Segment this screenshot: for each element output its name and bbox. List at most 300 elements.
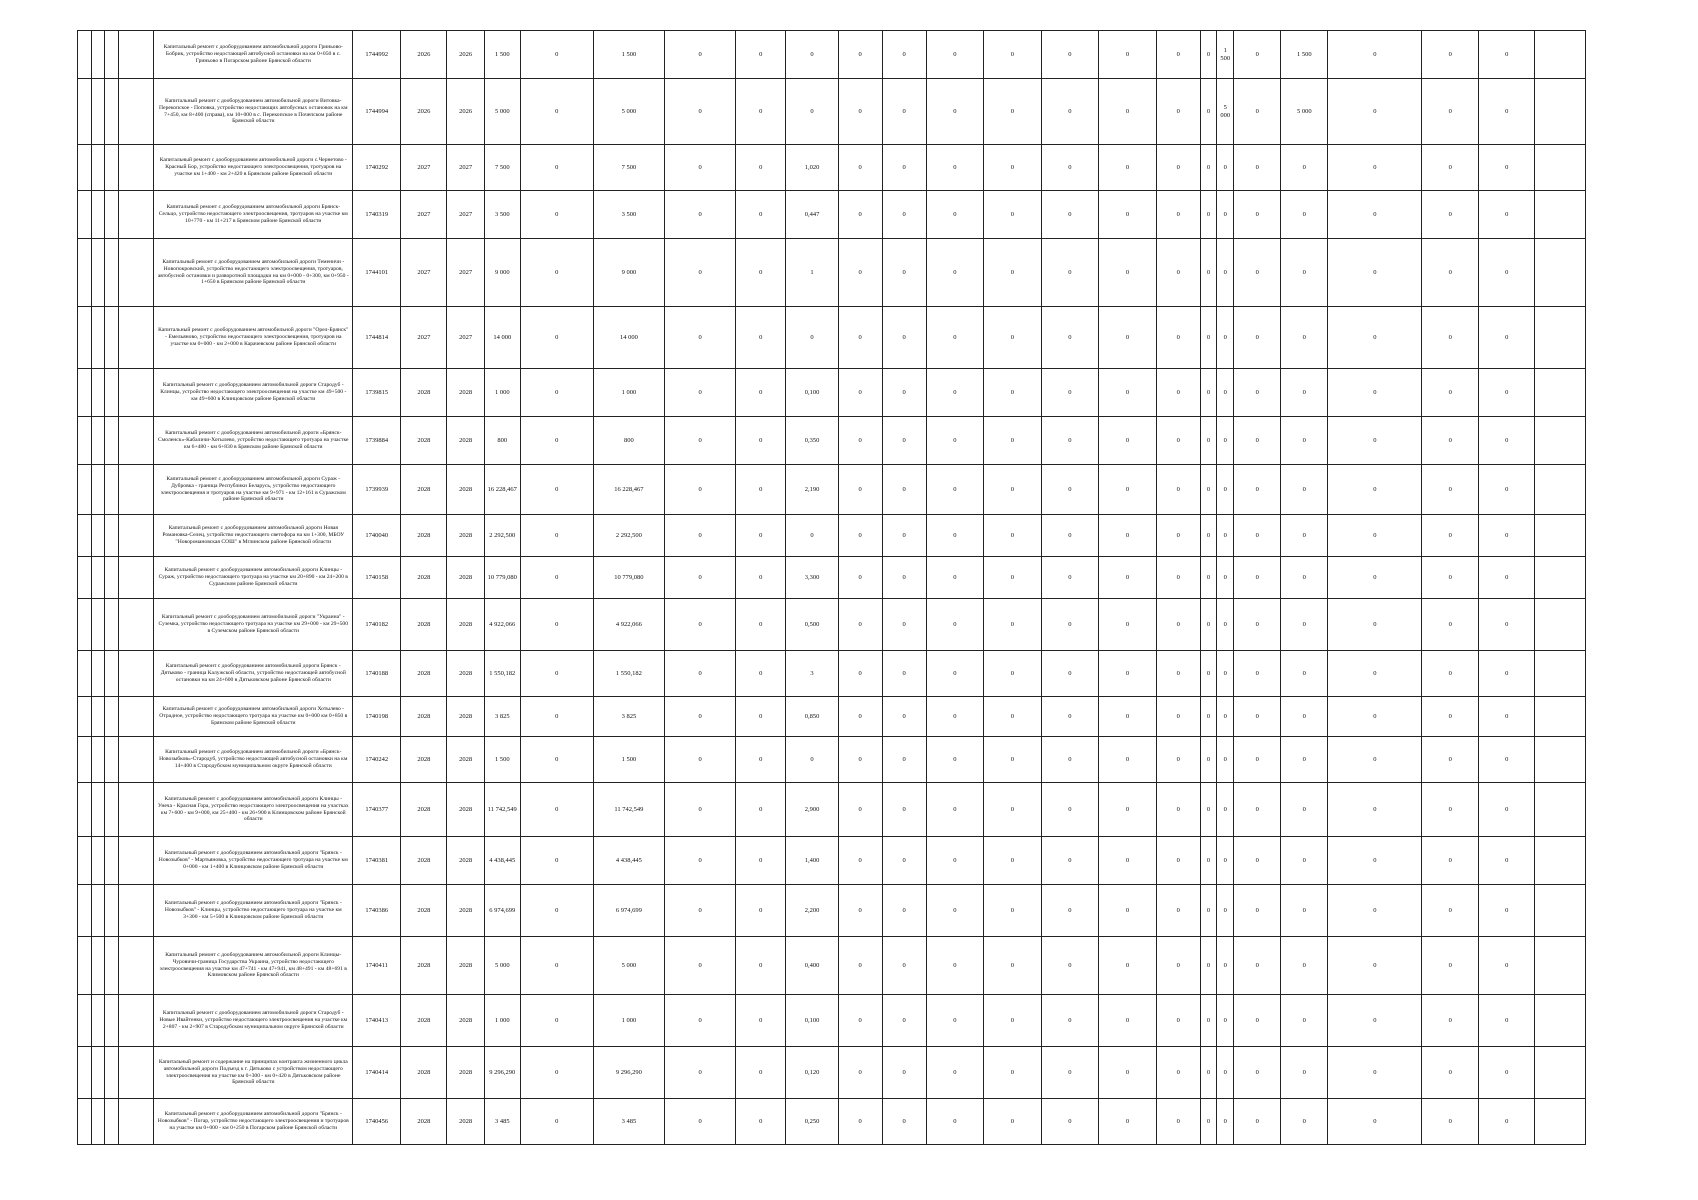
value-cell-6: 0,120 xyxy=(786,1047,838,1099)
value-cell-13: 0 xyxy=(1156,31,1200,79)
value-cell-18: 0 xyxy=(1328,937,1422,995)
value-cell-12: 0 xyxy=(1099,417,1157,465)
value-cell-20: 0 xyxy=(1478,995,1535,1047)
value-cell-19: 0 xyxy=(1422,515,1479,557)
value-cell-15: 0 xyxy=(1217,937,1234,995)
blank-cell xyxy=(1535,599,1585,651)
value-cell-6: 1 xyxy=(786,239,838,307)
blank-cell xyxy=(1535,937,1585,995)
value-cell-9: 0 xyxy=(926,1099,984,1145)
value-cell-17: 0 xyxy=(1281,239,1328,307)
blank-cell xyxy=(118,239,154,307)
blank-cell xyxy=(1535,995,1585,1047)
value-cell-2: 0 xyxy=(520,79,593,145)
value-cell-3: 9 296,290 xyxy=(593,1047,664,1099)
value-cell-7: 0 xyxy=(838,417,882,465)
table-row xyxy=(78,651,1631,697)
blank-cell xyxy=(118,697,154,737)
value-cell-8: 0 xyxy=(882,599,926,651)
blank-cell xyxy=(78,465,92,515)
object-code: 1744992 xyxy=(353,31,401,79)
value-cell-16: 0 xyxy=(1234,783,1281,837)
blank-cell xyxy=(105,239,119,307)
value-cell-4: 0 xyxy=(665,239,736,307)
value-cell-4: 0 xyxy=(665,79,736,145)
value-cell-8: 0 xyxy=(882,417,926,465)
value-cell-13: 0 xyxy=(1156,937,1200,995)
object-code: 1740158 xyxy=(353,557,401,599)
value-cell-19: 0 xyxy=(1422,307,1479,369)
value-cell-13: 0 xyxy=(1156,995,1200,1047)
value-cell-17: 0 xyxy=(1281,651,1328,697)
value-cell-6: 3 xyxy=(786,651,838,697)
blank-cell xyxy=(105,417,119,465)
value-cell-6: 0,350 xyxy=(786,417,838,465)
value-cell-15: 0 xyxy=(1217,885,1234,937)
value-cell-14: 0 xyxy=(1200,697,1217,737)
value-cell-10: 0 xyxy=(984,995,1042,1047)
value-cell-8: 0 xyxy=(882,369,926,417)
value-cell-1: 3 825 xyxy=(485,697,521,737)
value-cell-20: 0 xyxy=(1478,307,1535,369)
value-cell-2: 0 xyxy=(520,651,593,697)
value-cell-2: 0 xyxy=(520,417,593,465)
value-cell-2: 0 xyxy=(520,515,593,557)
value-cell-3: 7 500 xyxy=(593,145,664,191)
end-year: 2028 xyxy=(447,885,485,937)
value-cell-13: 0 xyxy=(1156,417,1200,465)
object-code: 1740386 xyxy=(353,885,401,937)
object-description: Капитальный ремонт с дооборудованием автомобильной дороги Стародуб - Клинцы, устройство недостающего электроосвещения на участке км 49+500 - км 49+600 в Клинцовском районе Брянской области xyxy=(154,369,353,417)
value-cell-19: 0 xyxy=(1422,417,1479,465)
value-cell-14: 0 xyxy=(1200,79,1217,145)
value-cell-10: 0 xyxy=(984,937,1042,995)
value-cell-7: 0 xyxy=(838,145,882,191)
value-cell-6: 0 xyxy=(786,79,838,145)
value-cell-16: 0 xyxy=(1234,31,1281,79)
value-cell-4: 0 xyxy=(665,145,736,191)
blank-cell xyxy=(91,783,105,837)
value-cell-5: 0 xyxy=(736,369,786,417)
table-row xyxy=(78,239,1631,307)
value-cell-6: 0,850 xyxy=(786,697,838,737)
value-cell-12: 0 xyxy=(1099,837,1157,885)
blank-cell xyxy=(91,1047,105,1099)
table-row xyxy=(78,307,1631,369)
value-cell-7: 0 xyxy=(838,31,882,79)
value-cell-5: 0 xyxy=(736,191,786,239)
value-cell-16: 0 xyxy=(1234,557,1281,599)
value-cell-18: 0 xyxy=(1328,417,1422,465)
blank-cell xyxy=(118,599,154,651)
start-year: 2028 xyxy=(401,697,447,737)
value-cell-5: 0 xyxy=(736,1047,786,1099)
value-cell-8: 0 xyxy=(882,937,926,995)
value-cell-2: 0 xyxy=(520,307,593,369)
value-cell-12: 0 xyxy=(1099,145,1157,191)
value-cell-1: 1 000 xyxy=(485,995,521,1047)
value-cell-20: 0 xyxy=(1478,783,1535,837)
blank-cell xyxy=(1535,417,1585,465)
value-cell-13: 0 xyxy=(1156,557,1200,599)
value-cell-8: 0 xyxy=(882,885,926,937)
value-cell-1: 2 292,500 xyxy=(485,515,521,557)
value-cell-7: 0 xyxy=(838,465,882,515)
value-cell-17: 0 xyxy=(1281,837,1328,885)
blank-cell xyxy=(78,1047,92,1099)
blank-cell xyxy=(78,557,92,599)
value-cell-19: 0 xyxy=(1422,885,1479,937)
value-cell-4: 0 xyxy=(665,31,736,79)
value-cell-5: 0 xyxy=(736,145,786,191)
value-cell-10: 0 xyxy=(984,697,1042,737)
value-cell-11: 0 xyxy=(1041,145,1099,191)
value-cell-10: 0 xyxy=(984,145,1042,191)
value-cell-17: 1 500 xyxy=(1281,31,1328,79)
value-cell-9: 0 xyxy=(926,145,984,191)
value-cell-9: 0 xyxy=(926,599,984,651)
end-year: 2028 xyxy=(447,557,485,599)
value-cell-2: 0 xyxy=(520,145,593,191)
value-cell-5: 0 xyxy=(736,417,786,465)
value-cell-6: 0 xyxy=(786,515,838,557)
value-cell-2: 0 xyxy=(520,783,593,837)
value-cell-7: 0 xyxy=(838,307,882,369)
value-cell-15: 0 xyxy=(1217,737,1234,783)
value-cell-10: 0 xyxy=(984,191,1042,239)
value-cell-10: 0 xyxy=(984,885,1042,937)
value-cell-8: 0 xyxy=(882,515,926,557)
start-year: 2028 xyxy=(401,1099,447,1145)
table-body xyxy=(78,31,1631,1145)
value-cell-7: 0 xyxy=(838,737,882,783)
start-year: 2026 xyxy=(401,31,447,79)
value-cell-11: 0 xyxy=(1041,239,1099,307)
value-cell-20: 0 xyxy=(1478,31,1535,79)
blank-cell xyxy=(78,651,92,697)
value-cell-1: 800 xyxy=(485,417,521,465)
value-cell-16: 0 xyxy=(1234,737,1281,783)
value-cell-18: 0 xyxy=(1328,697,1422,737)
blank-cell xyxy=(78,937,92,995)
value-cell-11: 0 xyxy=(1041,465,1099,515)
table-row xyxy=(78,369,1631,417)
value-cell-13: 0 xyxy=(1156,79,1200,145)
value-cell-16: 0 xyxy=(1234,995,1281,1047)
blank-cell xyxy=(118,307,154,369)
value-cell-20: 0 xyxy=(1478,651,1535,697)
value-cell-7: 0 xyxy=(838,995,882,1047)
value-cell-2: 0 xyxy=(520,937,593,995)
value-cell-18: 0 xyxy=(1328,837,1422,885)
blank-cell xyxy=(118,651,154,697)
value-cell-1: 9 296,290 xyxy=(485,1047,521,1099)
value-cell-4: 0 xyxy=(665,995,736,1047)
value-cell-11: 0 xyxy=(1041,515,1099,557)
value-cell-20: 0 xyxy=(1478,1099,1535,1145)
value-cell-6: 0,500 xyxy=(786,599,838,651)
value-cell-1: 6 974,699 xyxy=(485,885,521,937)
value-cell-4: 0 xyxy=(665,1099,736,1145)
table-row xyxy=(78,145,1631,191)
start-year: 2028 xyxy=(401,783,447,837)
blank-cell xyxy=(105,737,119,783)
value-cell-19: 0 xyxy=(1422,837,1479,885)
value-cell-15: 0 xyxy=(1217,1099,1234,1145)
value-cell-7: 0 xyxy=(838,369,882,417)
value-cell-1: 11 742,549 xyxy=(485,783,521,837)
value-cell-19: 0 xyxy=(1422,465,1479,515)
value-cell-12: 0 xyxy=(1099,737,1157,783)
blank-cell xyxy=(91,79,105,145)
value-cell-4: 0 xyxy=(665,307,736,369)
value-cell-19: 0 xyxy=(1422,191,1479,239)
value-cell-13: 0 xyxy=(1156,1047,1200,1099)
value-cell-14: 0 xyxy=(1200,783,1217,837)
value-cell-13: 0 xyxy=(1156,191,1200,239)
end-year: 2028 xyxy=(447,599,485,651)
value-cell-8: 0 xyxy=(882,737,926,783)
end-year: 2028 xyxy=(447,1047,485,1099)
table-row xyxy=(78,1099,1631,1145)
blank-cell xyxy=(78,1099,92,1145)
value-cell-17: 0 xyxy=(1281,307,1328,369)
value-cell-15: 0 xyxy=(1217,369,1234,417)
value-cell-18: 0 xyxy=(1328,995,1422,1047)
value-cell-15: 0 xyxy=(1217,417,1234,465)
value-cell-11: 0 xyxy=(1041,737,1099,783)
start-year: 2028 xyxy=(401,937,447,995)
value-cell-3: 11 742,549 xyxy=(593,783,664,837)
object-code: 1739815 xyxy=(353,369,401,417)
value-cell-13: 0 xyxy=(1156,783,1200,837)
value-cell-20: 0 xyxy=(1478,885,1535,937)
value-cell-15: 5 000 xyxy=(1217,79,1234,145)
blank-cell xyxy=(105,697,119,737)
value-cell-16: 0 xyxy=(1234,79,1281,145)
blank-cell xyxy=(118,145,154,191)
blank-cell xyxy=(118,995,154,1047)
value-cell-6: 0,447 xyxy=(786,191,838,239)
end-year: 2028 xyxy=(447,937,485,995)
value-cell-18: 0 xyxy=(1328,599,1422,651)
value-cell-1: 10 779,080 xyxy=(485,557,521,599)
blank-cell xyxy=(1535,885,1585,937)
value-cell-19: 0 xyxy=(1422,599,1479,651)
document-sheet xyxy=(77,30,1631,1145)
blank-cell xyxy=(1535,239,1585,307)
value-cell-16: 0 xyxy=(1234,369,1281,417)
blank-cell xyxy=(118,557,154,599)
table-row xyxy=(78,885,1631,937)
blank-cell xyxy=(1535,369,1585,417)
object-code: 1740413 xyxy=(353,995,401,1047)
blank-cell xyxy=(105,191,119,239)
value-cell-16: 0 xyxy=(1234,307,1281,369)
value-cell-7: 0 xyxy=(838,651,882,697)
value-cell-19: 0 xyxy=(1422,937,1479,995)
object-code: 1740242 xyxy=(353,737,401,783)
object-description: Капитальный ремонт с дооборудованием автомобильной дороги «Брянск-Новозыбков»-Стародуб, устройство недостающей автобусной остановки на км 14+400 в Стародубском муниципальном округе Брянской области xyxy=(154,737,353,783)
value-cell-2: 0 xyxy=(520,737,593,783)
value-cell-2: 0 xyxy=(520,697,593,737)
value-cell-18: 0 xyxy=(1328,783,1422,837)
value-cell-11: 0 xyxy=(1041,599,1099,651)
value-cell-9: 0 xyxy=(926,995,984,1047)
value-cell-15: 0 xyxy=(1217,191,1234,239)
value-cell-12: 0 xyxy=(1099,1099,1157,1145)
value-cell-6: 1,020 xyxy=(786,145,838,191)
value-cell-10: 0 xyxy=(984,783,1042,837)
value-cell-4: 0 xyxy=(665,369,736,417)
value-cell-7: 0 xyxy=(838,1047,882,1099)
blank-cell xyxy=(91,145,105,191)
blank-cell xyxy=(91,885,105,937)
start-year: 2028 xyxy=(401,995,447,1047)
blank-cell xyxy=(1535,651,1585,697)
blank-cell xyxy=(105,783,119,837)
value-cell-12: 0 xyxy=(1099,515,1157,557)
value-cell-19: 0 xyxy=(1422,557,1479,599)
value-cell-18: 0 xyxy=(1328,1099,1422,1145)
object-code: 1740414 xyxy=(353,1047,401,1099)
value-cell-16: 0 xyxy=(1234,239,1281,307)
value-cell-2: 0 xyxy=(520,1099,593,1145)
object-description: Капитальный ремонт с дооборудованием автомобильной дороги Гриньово-Бобрик, устройство недостающей автобусной остановки на км 0+050 в с. Гриньово в Погарском районе Брянской области xyxy=(154,31,353,79)
blank-cell xyxy=(105,599,119,651)
value-cell-15: 0 xyxy=(1217,783,1234,837)
table-row xyxy=(78,417,1631,465)
blank-cell xyxy=(118,515,154,557)
value-cell-9: 0 xyxy=(926,783,984,837)
value-cell-15: 0 xyxy=(1217,697,1234,737)
blank-cell xyxy=(1535,515,1585,557)
value-cell-6: 2,200 xyxy=(786,885,838,937)
value-cell-16: 0 xyxy=(1234,145,1281,191)
value-cell-19: 0 xyxy=(1422,369,1479,417)
value-cell-5: 0 xyxy=(736,737,786,783)
blank-cell xyxy=(1535,307,1585,369)
value-cell-1: 4 922,066 xyxy=(485,599,521,651)
blank-cell xyxy=(1535,837,1585,885)
value-cell-1: 5 000 xyxy=(485,937,521,995)
value-cell-11: 0 xyxy=(1041,697,1099,737)
blank-cell xyxy=(1535,465,1585,515)
blank-cell xyxy=(78,837,92,885)
start-year: 2028 xyxy=(401,369,447,417)
value-cell-9: 0 xyxy=(926,837,984,885)
value-cell-11: 0 xyxy=(1041,557,1099,599)
start-year: 2027 xyxy=(401,307,447,369)
value-cell-5: 0 xyxy=(736,937,786,995)
end-year: 2028 xyxy=(447,783,485,837)
value-cell-10: 0 xyxy=(984,239,1042,307)
value-cell-4: 0 xyxy=(665,1047,736,1099)
value-cell-17: 0 xyxy=(1281,885,1328,937)
value-cell-16: 0 xyxy=(1234,1099,1281,1145)
value-cell-14: 0 xyxy=(1200,239,1217,307)
value-cell-4: 0 xyxy=(665,651,736,697)
value-cell-4: 0 xyxy=(665,737,736,783)
start-year: 2028 xyxy=(401,885,447,937)
value-cell-3: 3 500 xyxy=(593,191,664,239)
blank-cell xyxy=(91,239,105,307)
value-cell-10: 0 xyxy=(984,1099,1042,1145)
value-cell-10: 0 xyxy=(984,737,1042,783)
blank-cell xyxy=(78,599,92,651)
start-year: 2028 xyxy=(401,737,447,783)
value-cell-3: 3 485 xyxy=(593,1099,664,1145)
value-cell-1: 1 000 xyxy=(485,369,521,417)
value-cell-20: 0 xyxy=(1478,599,1535,651)
value-cell-17: 0 xyxy=(1281,515,1328,557)
blank-cell xyxy=(91,31,105,79)
value-cell-3: 1 000 xyxy=(593,995,664,1047)
blank-cell xyxy=(118,369,154,417)
value-cell-6: 2,900 xyxy=(786,783,838,837)
value-cell-17: 0 xyxy=(1281,599,1328,651)
value-cell-15: 0 xyxy=(1217,307,1234,369)
blank-cell xyxy=(1535,145,1585,191)
blank-cell xyxy=(91,191,105,239)
value-cell-8: 0 xyxy=(882,837,926,885)
table-row xyxy=(78,837,1631,885)
value-cell-14: 0 xyxy=(1200,937,1217,995)
object-code: 1740319 xyxy=(353,191,401,239)
value-cell-3: 1 500 xyxy=(593,31,664,79)
value-cell-3: 4 922,066 xyxy=(593,599,664,651)
value-cell-14: 0 xyxy=(1200,191,1217,239)
value-cell-17: 0 xyxy=(1281,191,1328,239)
start-year: 2027 xyxy=(401,239,447,307)
value-cell-8: 0 xyxy=(882,651,926,697)
value-cell-14: 0 xyxy=(1200,369,1217,417)
value-cell-10: 0 xyxy=(984,79,1042,145)
value-cell-15: 0 xyxy=(1217,557,1234,599)
table-row xyxy=(78,783,1631,837)
object-code: 1744101 xyxy=(353,239,401,307)
value-cell-7: 0 xyxy=(838,79,882,145)
object-description: Капитальный ремонт с дооборудованием автомобильной дороги "Орел-Брянск" - Емельяново, устройство недостающего электроосвещения, тротуаров на участке км 0+000 - км 2+000 в Карачевском районе Брянской области xyxy=(154,307,353,369)
value-cell-20: 0 xyxy=(1478,937,1535,995)
object-description: Капитальный ремонт и содержание на принципах контракта жизненного цикла автомобильной дороги Подъезд к г. Дятьково с устройством недостающего электроосвещения на участке км 0+300 - км 0+420 в Дятьковском районе Брянской области xyxy=(154,1047,353,1099)
value-cell-18: 0 xyxy=(1328,369,1422,417)
end-year: 2028 xyxy=(447,651,485,697)
start-year: 2027 xyxy=(401,145,447,191)
object-description: Капитальный ремонт с дооборудованием автомобильной дороги с.Чернетово - Красный Бор, устройство недостающего электроосвещения, тротуаров на участке км 1+400 - км 2+420 в Брянском районе Брянской области xyxy=(154,145,353,191)
blank-cell xyxy=(118,937,154,995)
value-cell-14: 0 xyxy=(1200,995,1217,1047)
value-cell-6: 0,250 xyxy=(786,1099,838,1145)
value-cell-14: 0 xyxy=(1200,31,1217,79)
object-description: Капитальный ремонт с дооборудованием автомобильной дороги Клинцы-Чуровичи-граница Государства Украина, устройство недостающего электроосвещения на участке км 47+741 - км 47+941, км 48+491 - км 48+691 в Климовском районе Брянской области xyxy=(154,937,353,995)
value-cell-14: 0 xyxy=(1200,1047,1217,1099)
value-cell-5: 0 xyxy=(736,31,786,79)
value-cell-8: 0 xyxy=(882,307,926,369)
start-year: 2028 xyxy=(401,837,447,885)
value-cell-19: 0 xyxy=(1422,697,1479,737)
value-cell-9: 0 xyxy=(926,239,984,307)
blank-cell xyxy=(91,557,105,599)
value-cell-2: 0 xyxy=(520,885,593,937)
value-cell-10: 0 xyxy=(984,1047,1042,1099)
blank-cell xyxy=(78,307,92,369)
value-cell-20: 0 xyxy=(1478,697,1535,737)
value-cell-17: 0 xyxy=(1281,737,1328,783)
value-cell-9: 0 xyxy=(926,651,984,697)
value-cell-16: 0 xyxy=(1234,599,1281,651)
value-cell-11: 0 xyxy=(1041,369,1099,417)
